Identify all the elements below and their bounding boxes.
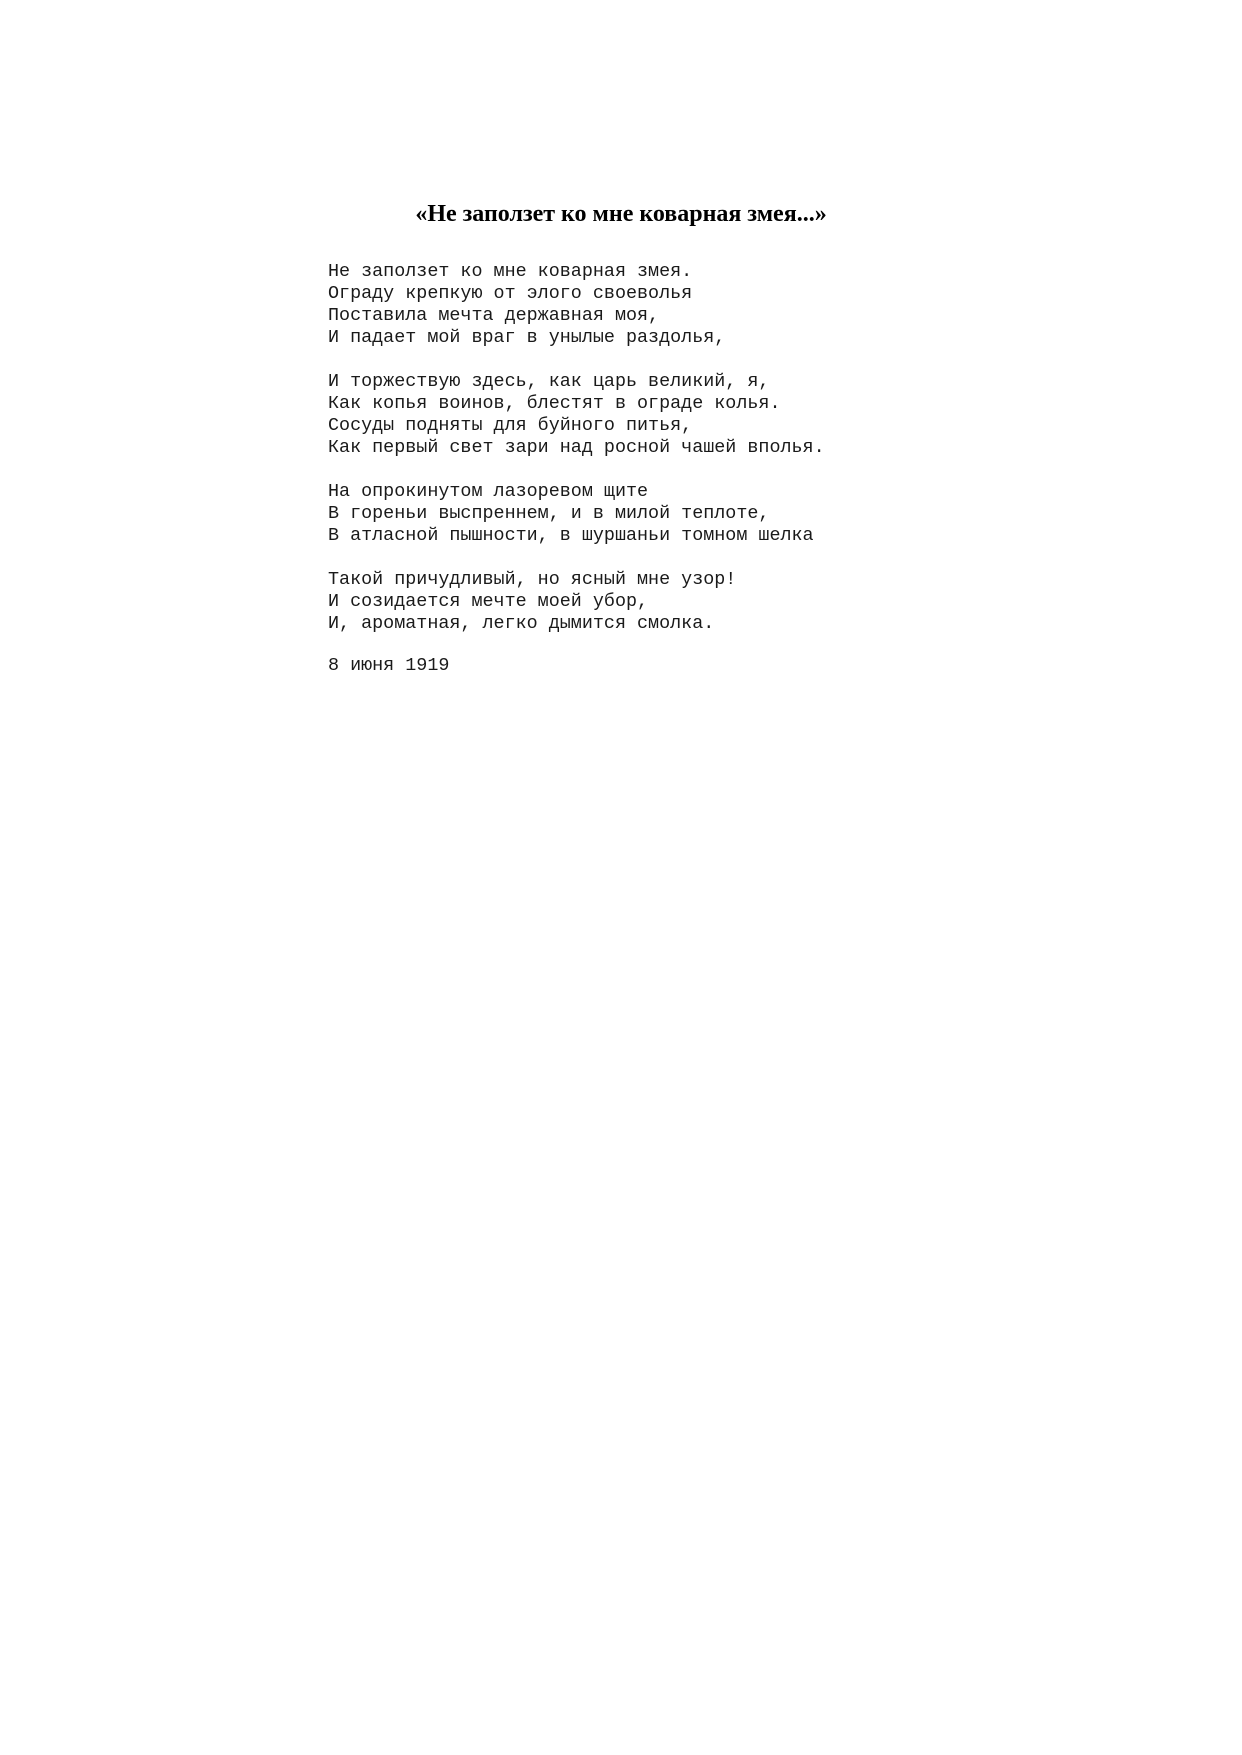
stanza-1 — [328, 261, 1208, 349]
poem-line: В атласной пышности, в шуршаньи томном шелка — [328, 525, 814, 546]
stanza-4 — [328, 569, 1208, 635]
poem-line: И, ароматная, легко дымится смолка. — [328, 613, 715, 634]
poem-line: Поставила мечта державная моя, — [328, 305, 660, 326]
poem-title: «Не заползет ко мне коварная змея...» — [415, 201, 827, 227]
poem-line: Такой причудливый, но ясный мне узор! — [328, 569, 737, 590]
poem-date: 8 июня 1919 — [328, 655, 450, 676]
poem-line: Как первый свет зари над росной чашей вполья. — [328, 437, 825, 458]
poem-line: И падает мой враг в унылые раздолья, — [328, 327, 726, 348]
poem-line: Как копья воинов, блестят в ограде колья. — [328, 393, 781, 414]
poem-line: В гореньи выспреннем, и в милой теплоте, — [328, 503, 770, 524]
stanza-2 — [328, 371, 1208, 459]
poem-line: Ограду крепкую от элого своеволья — [328, 283, 693, 304]
poem-line: И торжествую здесь, как царь великий, я, — [328, 371, 770, 392]
poem-body — [328, 261, 1208, 677]
poem-line: И созидается мечте моей убор, — [328, 591, 649, 612]
poem-line: На опрокинутом лазоревом щите — [328, 481, 649, 502]
poem-line: Сосуды подняты для буйного питья, — [328, 415, 693, 436]
stanza-3 — [328, 481, 1208, 547]
poem-line: Не заползет ко мне коварная змея. — [328, 261, 693, 282]
